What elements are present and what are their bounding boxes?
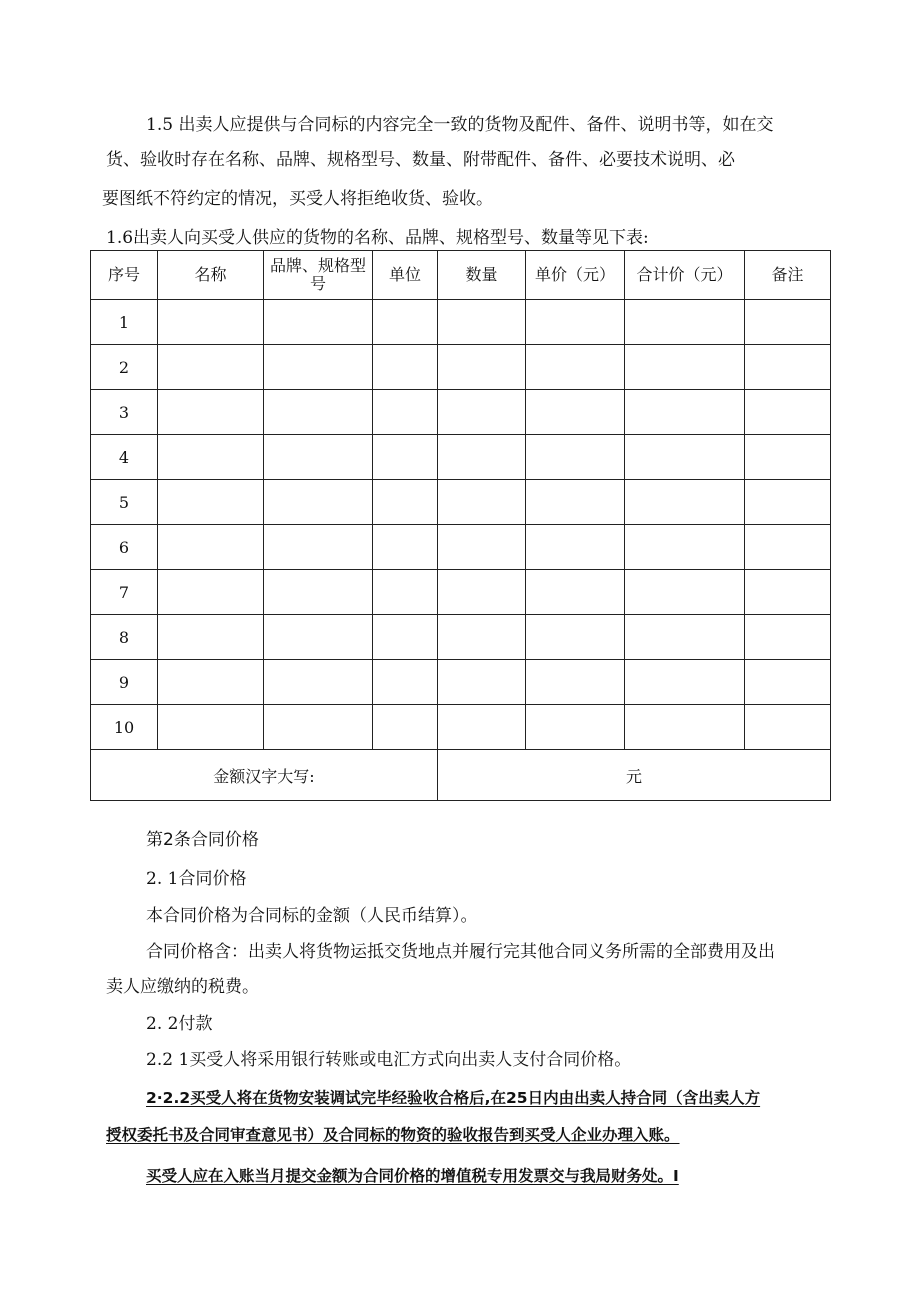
- table-row: [91, 525, 831, 570]
- row-serial: 6: [91, 525, 158, 570]
- row-serial: 4: [91, 435, 158, 480]
- row-serial: 5: [91, 480, 158, 525]
- clause-1-5-line-1: 1.5 出卖人应提供与合同标的内容完全一致的货物及配件、备件、说明书等，如在交: [146, 115, 774, 135]
- row-serial: 3: [91, 390, 158, 435]
- row-serial: 7: [91, 570, 158, 615]
- table-row: [91, 435, 831, 480]
- clause-1-5-line-2: 货、验收时存在名称、品牌、规格型号、数量、附带配件、备件、必要技术说明、必: [106, 150, 735, 170]
- header-total-price: 合计价（元）: [625, 251, 745, 300]
- clause-2-1-paragraph-2-line-1: 合同价格含：出卖人将货物运抵交货地点并履行完其他合同义务所需的全部费用及出: [146, 942, 775, 962]
- row-serial: 8: [91, 615, 158, 660]
- header-serial: 序号: [91, 251, 158, 300]
- table-row: [91, 660, 831, 705]
- table-row: [91, 390, 831, 435]
- clause-1-5-line-3: 要图纸不符约定的情况，买受人将拒绝收货、验收。: [102, 189, 493, 209]
- row-serial: 10: [91, 705, 158, 750]
- table-row: [91, 570, 831, 615]
- clause-2-1-title: 2. 1合同价格: [146, 869, 247, 889]
- clause-1-6-line-1: 1.6出卖人向买受人供应的货物的名称、品牌、规格型号、数量等见下表:: [106, 228, 649, 248]
- clause-2-2-2-line-2: 授权委托书及合同审查意见书）及合同标的物资的验收报告到买受人企业办理入账。: [106, 1126, 680, 1144]
- header-remarks: 备注: [745, 251, 831, 300]
- clause-2-1-paragraph-2-line-2: 卖人应缴纳的税费。: [106, 977, 259, 997]
- clause-2-1-paragraph-1: 本合同价格为合同标的金额（人民币结算）。: [146, 906, 478, 926]
- header-unit-price: 单价（元）: [526, 251, 625, 300]
- goods-table: [90, 250, 831, 801]
- header-quantity: 数量: [438, 251, 526, 300]
- clause-2-2-title: 2. 2付款: [146, 1014, 213, 1034]
- table-row: [91, 300, 831, 345]
- row-serial: 2: [91, 345, 158, 390]
- clause-2-2-1: 2.2 1买受人将采用银行转账或电汇方式向出卖人支付合同价格。: [146, 1050, 632, 1070]
- total-amount-unit: 元: [438, 750, 831, 801]
- table-row: [91, 345, 831, 390]
- table-total-row: [91, 750, 831, 801]
- clause-2-2-2-line-1: 2·2.2买受人将在货物安装调试完毕经验收合格后,在25日内由出卖人持合同（含出卖人方: [146, 1089, 761, 1107]
- row-serial: 9: [91, 660, 158, 705]
- header-unit: 单位: [373, 251, 438, 300]
- header-brand-model: 品牌、规格型号: [264, 251, 373, 300]
- table-header-row: [91, 251, 831, 300]
- total-amount-label: 金额汉字大写:: [91, 750, 438, 801]
- clause-2-2-3: 买受人应在入账当月提交金额为合同价格的增值税专用发票交与我局财务处。I: [146, 1167, 679, 1185]
- row-serial: 1: [91, 300, 158, 345]
- table-row: [91, 615, 831, 660]
- article-2-heading: 第2条合同价格: [146, 830, 259, 850]
- table-row: [91, 480, 831, 525]
- header-name: 名称: [158, 251, 264, 300]
- table-row: [91, 705, 831, 750]
